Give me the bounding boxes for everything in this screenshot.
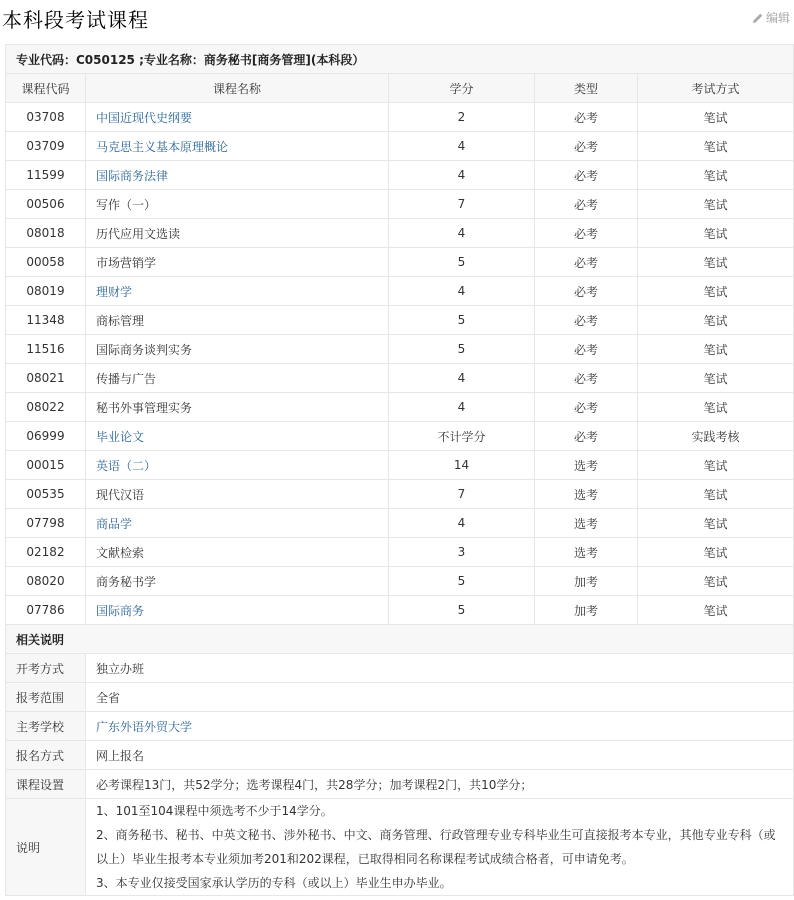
course-code: 11348 (6, 306, 86, 335)
course-exam-method: 笔试 (638, 190, 794, 219)
edit-button[interactable] (752, 9, 790, 26)
course-type: 必考 (535, 248, 638, 277)
course-type: 必考 (535, 306, 638, 335)
course-type: 必考 (535, 277, 638, 306)
course-credit: 5 (389, 596, 535, 625)
course-name-link[interactable]: 国际商务法律 (96, 168, 169, 183)
info-label: 主考学校 (6, 712, 86, 741)
course-name-cell (86, 509, 389, 538)
course-name-cell (86, 480, 389, 509)
notes-content (86, 799, 794, 896)
course-code: 07786 (6, 596, 86, 625)
course-credit: 4 (389, 277, 535, 306)
info-label: 开考方式 (6, 654, 86, 683)
course-credit: 7 (389, 480, 535, 509)
info-value-cell (86, 741, 794, 770)
course-credit: 4 (389, 364, 535, 393)
course-code: 08022 (6, 393, 86, 422)
info-value: 全省 (96, 690, 121, 705)
course-code: 08019 (6, 277, 86, 306)
course-type: 加考 (535, 567, 638, 596)
course-exam-method: 笔试 (638, 248, 794, 277)
course-credit: 5 (389, 248, 535, 277)
course-name-cell (86, 567, 389, 596)
course-code: 06999 (6, 422, 86, 451)
major-info: 专业代码：C050125 ;专业名称：商务秘书[商务管理](本科段） (6, 45, 794, 74)
course-name-cell (86, 277, 389, 306)
info-row (6, 770, 794, 799)
course-exam-method: 笔试 (638, 393, 794, 422)
related-heading: 相关说明 (6, 625, 794, 654)
course-code: 02182 (6, 538, 86, 567)
table-row (6, 451, 794, 480)
table-row (6, 277, 794, 306)
table-row (6, 190, 794, 219)
course-code: 03709 (6, 132, 86, 161)
course-code: 08021 (6, 364, 86, 393)
info-row (6, 654, 794, 683)
table-row (6, 538, 794, 567)
info-value: 网上报名 (96, 748, 145, 763)
course-name-cell (86, 422, 389, 451)
course-name: 写作（一） (96, 197, 157, 212)
course-credit: 5 (389, 306, 535, 335)
course-type: 必考 (535, 364, 638, 393)
course-exam-method: 笔试 (638, 567, 794, 596)
info-value-cell (86, 770, 794, 799)
course-type: 选考 (535, 538, 638, 567)
course-credit: 14 (389, 451, 535, 480)
course-exam-method: 笔试 (638, 103, 794, 132)
course-code: 08018 (6, 219, 86, 248)
course-code: 03708 (6, 103, 86, 132)
course-type: 必考 (535, 219, 638, 248)
course-name-cell (86, 306, 389, 335)
course-credit: 4 (389, 132, 535, 161)
course-type: 必考 (535, 190, 638, 219)
course-name-link[interactable]: 商品学 (96, 516, 133, 531)
course-name: 国际商务谈判实务 (96, 342, 193, 357)
course-code: 11599 (6, 161, 86, 190)
course-credit: 2 (389, 103, 535, 132)
info-label: 报考范围 (6, 683, 86, 712)
course-name: 市场营销学 (96, 255, 157, 270)
course-type: 加考 (535, 596, 638, 625)
course-exam-method: 笔试 (638, 596, 794, 625)
edit-label: 编辑 (765, 11, 790, 25)
course-name: 商务秘书学 (96, 574, 157, 589)
course-exam-method: 笔试 (638, 219, 794, 248)
info-label: 课程设置 (6, 770, 86, 799)
course-code: 11516 (6, 335, 86, 364)
info-value-cell (86, 654, 794, 683)
table-row (6, 219, 794, 248)
info-label: 报名方式 (6, 741, 86, 770)
info-value-cell (86, 683, 794, 712)
course-name-cell (86, 219, 389, 248)
course-name-cell (86, 248, 389, 277)
course-name: 现代汉语 (96, 487, 145, 502)
info-row (6, 712, 794, 741)
table-row (6, 306, 794, 335)
course-name-link[interactable]: 英语（二） (96, 458, 157, 473)
course-code: 00058 (6, 248, 86, 277)
course-name-cell (86, 161, 389, 190)
course-name: 秘书外事管理实务 (96, 400, 193, 415)
pencil-icon (752, 12, 764, 24)
course-exam-method: 笔试 (638, 364, 794, 393)
course-name-cell (86, 596, 389, 625)
column-header-credit: 学分 (389, 74, 535, 103)
table-row (6, 364, 794, 393)
table-row (6, 596, 794, 625)
course-credit: 4 (389, 219, 535, 248)
course-credit: 4 (389, 393, 535, 422)
course-name-cell (86, 335, 389, 364)
course-name: 文献检索 (96, 545, 145, 560)
course-type: 选考 (535, 451, 638, 480)
course-name-link[interactable]: 国际商务 (96, 603, 145, 618)
course-type: 必考 (535, 335, 638, 364)
column-header-type: 类型 (535, 74, 638, 103)
course-exam-method: 笔试 (638, 538, 794, 567)
course-type: 必考 (535, 422, 638, 451)
course-exam-method: 笔试 (638, 480, 794, 509)
course-name-link[interactable]: 中国近现代史纲要 (96, 110, 193, 125)
course-code: 00506 (6, 190, 86, 219)
table-row (6, 103, 794, 132)
info-row (6, 741, 794, 770)
course-name-link[interactable]: 毕业论文 (96, 429, 145, 444)
course-name: 历代应用文选读 (96, 226, 181, 241)
note-item: 3、本专业仅接受国家承认学历的专科（或以上）毕业生申办毕业。 (96, 876, 452, 890)
table-row (6, 132, 794, 161)
course-credit: 不计学分 (389, 422, 535, 451)
course-credit: 5 (389, 567, 535, 596)
page-header (0, 0, 794, 38)
course-credit: 4 (389, 509, 535, 538)
course-credit: 5 (389, 335, 535, 364)
course-exam-method: 笔试 (638, 335, 794, 364)
note-item: 1、101至104课程中须选考不少于14学分。 (96, 804, 333, 818)
course-name-link[interactable]: 理财学 (96, 284, 133, 299)
course-exam-method: 笔试 (638, 306, 794, 335)
course-name-cell (86, 538, 389, 567)
notes-label: 说明 (6, 799, 86, 896)
course-type: 选考 (535, 480, 638, 509)
table-row (6, 567, 794, 596)
related-heading-row (6, 625, 794, 654)
course-code: 08020 (6, 567, 86, 596)
course-exam-method: 笔试 (638, 509, 794, 538)
course-exam-method: 实践考核 (638, 422, 794, 451)
course-name: 传播与广告 (96, 371, 157, 386)
table-row (6, 248, 794, 277)
page-title: 本科段考试课程 (2, 8, 149, 32)
course-type: 必考 (535, 132, 638, 161)
course-table (5, 44, 794, 896)
course-credit: 4 (389, 161, 535, 190)
column-header-name: 课程名称 (86, 74, 389, 103)
course-name-cell (86, 364, 389, 393)
course-exam-method: 笔试 (638, 277, 794, 306)
course-credit: 7 (389, 190, 535, 219)
table-row (6, 335, 794, 364)
course-name-cell (86, 132, 389, 161)
course-credit: 3 (389, 538, 535, 567)
course-name-link[interactable]: 马克思主义基本原理概论 (96, 139, 229, 154)
column-header-exam: 考试方式 (638, 74, 794, 103)
course-name: 商标管理 (96, 313, 145, 328)
table-row (6, 393, 794, 422)
course-name-cell (86, 190, 389, 219)
course-name-cell (86, 103, 389, 132)
course-code: 00535 (6, 480, 86, 509)
course-type: 必考 (535, 103, 638, 132)
course-name-cell (86, 393, 389, 422)
info-value: 必考课程13门，共52学分；选考课程4门，共28学分；加考课程2门，共10学分； (96, 777, 533, 792)
table-row (6, 509, 794, 538)
course-type: 必考 (535, 393, 638, 422)
table-row (6, 480, 794, 509)
table-row (6, 422, 794, 451)
table-row (6, 161, 794, 190)
column-header-code: 课程代码 (6, 74, 86, 103)
course-code: 00015 (6, 451, 86, 480)
info-row (6, 683, 794, 712)
info-value: 独立办班 (96, 661, 145, 676)
notes-row (6, 799, 794, 896)
course-code: 07798 (6, 509, 86, 538)
table-header-row (6, 74, 794, 103)
course-exam-method: 笔试 (638, 161, 794, 190)
course-exam-method: 笔试 (638, 451, 794, 480)
info-value-cell (86, 712, 794, 741)
major-info-row (6, 45, 794, 74)
course-type: 选考 (535, 509, 638, 538)
note-item: 2、商务秘书、秘书、中英文秘书、涉外秘书、中文、商务管理、行政管理专业专科毕业生可直接报考本专业，其他专业专科（或以上）毕业生报考本专业须加考201和202课程，已取得相同名称课程考试成绩合格者，可申请免考。 (96, 828, 776, 866)
info-value-link[interactable]: 广东外语外贸大学 (96, 719, 193, 734)
course-type: 必考 (535, 161, 638, 190)
course-name-cell (86, 451, 389, 480)
course-exam-method: 笔试 (638, 132, 794, 161)
